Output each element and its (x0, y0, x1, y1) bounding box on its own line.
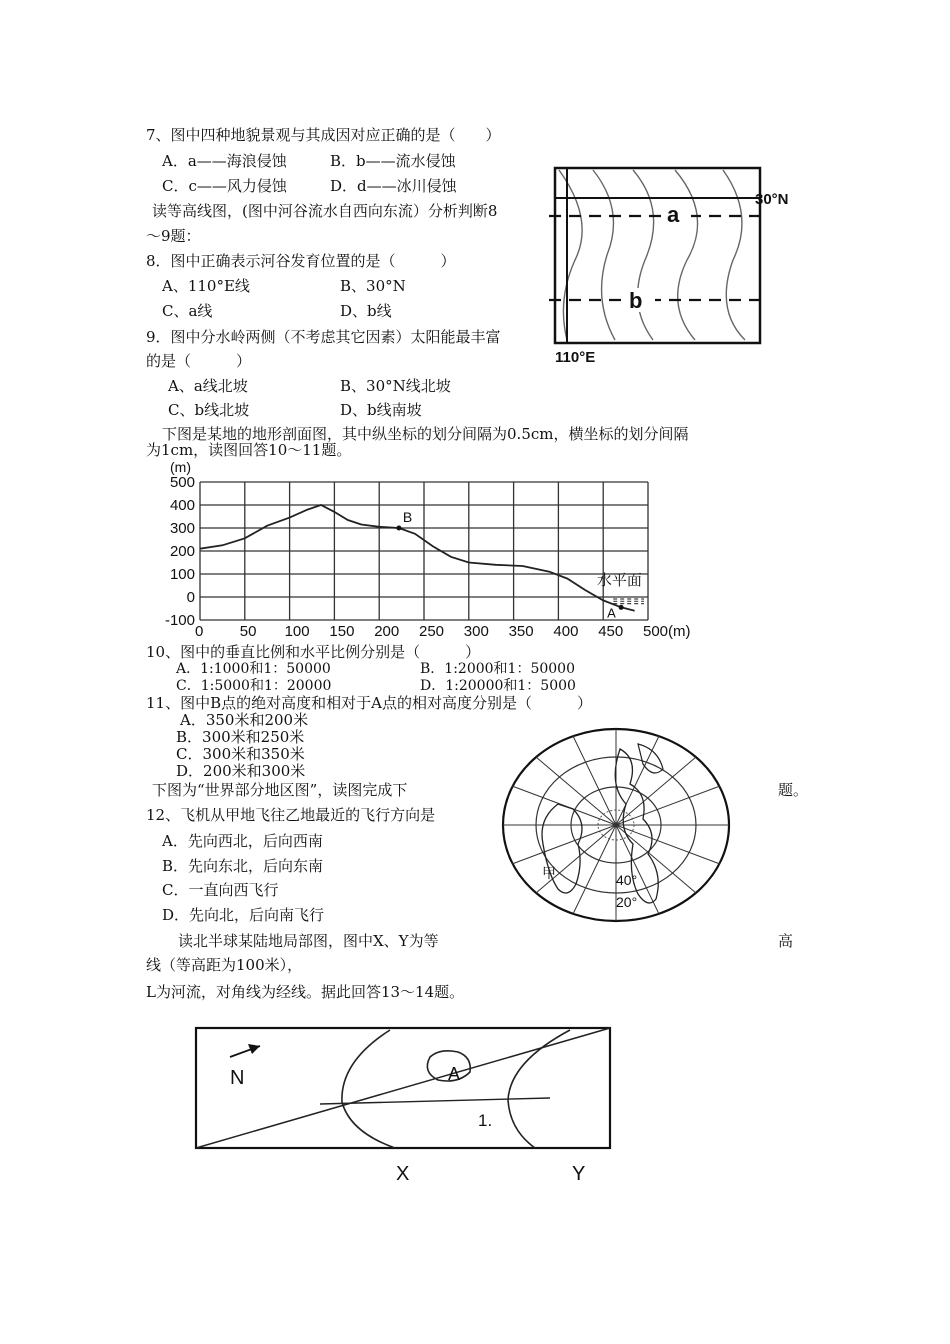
q9-option-d: D、b线南坡 (340, 401, 422, 419)
q9-option-b: B、30°N线北坡 (340, 377, 451, 395)
intro-8-9-line1: 读等高线图，(图中河谷流水自西向东流）分析判断8 (152, 202, 498, 220)
q10-option-a: A．1:1000和1：50000 (176, 661, 331, 677)
north-label: N (230, 1067, 245, 1089)
river-line (320, 1098, 550, 1104)
x-tick-label: 500(m) (643, 623, 691, 640)
point-a-marker (619, 605, 624, 610)
q7-option-c: C．c——风力侵蚀 (162, 177, 287, 195)
x-tick-label: 50 (239, 623, 257, 640)
contour-line (675, 170, 698, 340)
point-b-marker (396, 526, 401, 531)
q9-option-c: C、b线北坡 (168, 401, 250, 419)
q7-option-a: A．a——海浪侵蚀 (162, 152, 287, 170)
profile-line (200, 505, 635, 611)
y-tick-label: 200 (169, 543, 195, 560)
q11-option-c: C．300米和350米 (176, 745, 305, 763)
q10-stem: 10、图中的垂直比例和水平比例分别是（ ） (146, 643, 481, 661)
y-tick-label: 0 (186, 589, 195, 606)
terrain-profile-chart (150, 456, 710, 646)
q11-option-b: B．300米和250米 (176, 728, 305, 746)
q9-option-a: A、a线北坡 (168, 377, 248, 395)
q9-stem-line2: 的是（ ） (146, 352, 252, 370)
local-contour-map (190, 1022, 620, 1192)
intro-10-11-line1: 下图是某地的地形剖面图，其中纵坐标的划分间隔为0.5cm，横坐标的划分间隔 (162, 425, 689, 443)
q7-stem: 7、图中四种地貌景观与其成因对应正确的是（ ） (146, 126, 501, 144)
lon-110e-label: 110°E (555, 349, 596, 366)
q7-option-d: D．d——冰川侵蚀 (330, 177, 457, 195)
label-jia: 甲 (542, 865, 556, 881)
meridians (503, 729, 729, 921)
contour-map (545, 160, 815, 370)
q8-option-d: D、b线 (340, 302, 392, 320)
x-tick-label: 350 (508, 623, 534, 640)
x-tick-label: 100 (284, 623, 310, 640)
point-b-label: B (402, 509, 413, 525)
x-tick-label: 450 (598, 623, 624, 640)
x-tick-label: 400 (553, 623, 579, 640)
q9-stem-line1: 9．图中分水岭两侧（不考虑其它因素）太阳能最丰富 (146, 328, 501, 346)
intro-13-14-right: 高 (778, 932, 794, 950)
x-tick-label: 300 (463, 623, 489, 640)
q11-option-a: A．350米和200米 (180, 711, 309, 729)
q12-option-c: C．一直向西飞行 (162, 881, 279, 899)
q12-stem: 12、飞机从甲地飞往乙地最近的飞行方向是 (146, 806, 436, 824)
contour-y-label: Y (572, 1163, 586, 1185)
label-20-degrees: 20° (616, 894, 638, 910)
y-tick-label: 500 (169, 474, 195, 491)
q12-option-d: D．先向北，后向南飞行 (162, 906, 325, 924)
point-a-label: A (607, 605, 616, 621)
intro-12-right: 题。 (778, 781, 809, 799)
intro-13-14-left: 读北半球某陆地局部图，图中X、Y为等 (178, 932, 439, 950)
x-tick-label: 250 (419, 623, 445, 640)
line-b-label: b (629, 288, 643, 313)
q8-stem: 8．图中正确表示河谷发育位置的是（ ） (146, 252, 456, 270)
y-tick-label: -100 (164, 612, 195, 629)
q7-option-b: B．b——流水侵蚀 (330, 152, 456, 170)
contour-line (593, 170, 615, 340)
contour-y (508, 1030, 570, 1148)
q10-option-c: C．1:5000和1：20000 (176, 678, 332, 694)
label-40-degrees: 40° (616, 872, 638, 888)
q10-option-d: D．1:20000和1：5000 (420, 678, 576, 694)
contour-line (633, 170, 654, 340)
q8-option-c: C、a线 (162, 302, 213, 320)
contour-x-label: X (396, 1163, 410, 1185)
lat-30n-label: 30°N (755, 191, 789, 208)
y-axis-unit: (m) (170, 459, 191, 475)
intro-13-14-line3: L为河流，对角线为经线。据此回答13～14题。 (146, 983, 465, 1001)
polar-world-map (498, 724, 734, 926)
q11-option-d: D．200米和300米 (176, 762, 306, 780)
x-tick-label: 150 (329, 623, 355, 640)
x-tick-label: 0 (195, 623, 204, 640)
q8-option-b: B、30°N (340, 277, 406, 295)
intro-10-11-line2: 为1cm，读图回答10～11题。 (146, 441, 352, 459)
intro-12-left: 下图为“世界部分地区图”，读图完成下 (152, 781, 408, 799)
point-a-label: A (448, 1064, 461, 1084)
water-level-label: 水平面 (596, 572, 642, 589)
y-tick-label: 400 (169, 497, 195, 514)
contour-x (342, 1030, 395, 1148)
q11-stem: 11、图中B点的绝对高度和相对于A点的相对高度分别是（ ） (146, 694, 592, 712)
line-a-label: a (667, 202, 680, 227)
q8-option-a: A、110°E线 (162, 277, 250, 295)
intro-8-9-line2: ～9题： (146, 227, 201, 245)
y-tick-label: 300 (169, 520, 195, 537)
q12-option-b: B．先向东北，后向东南 (162, 857, 324, 875)
q10-option-b: B．1:2000和1：50000 (420, 661, 575, 677)
contour-line (723, 170, 745, 340)
x-tick-label: 200 (374, 623, 400, 640)
q12-option-a: A．先向西北，后向西南 (162, 832, 323, 850)
river-label: 1. (478, 1111, 493, 1130)
intro-13-14-line2: 线（等高距为100米）， (146, 956, 303, 974)
contour-line (559, 170, 582, 340)
y-tick-label: 100 (169, 566, 195, 583)
